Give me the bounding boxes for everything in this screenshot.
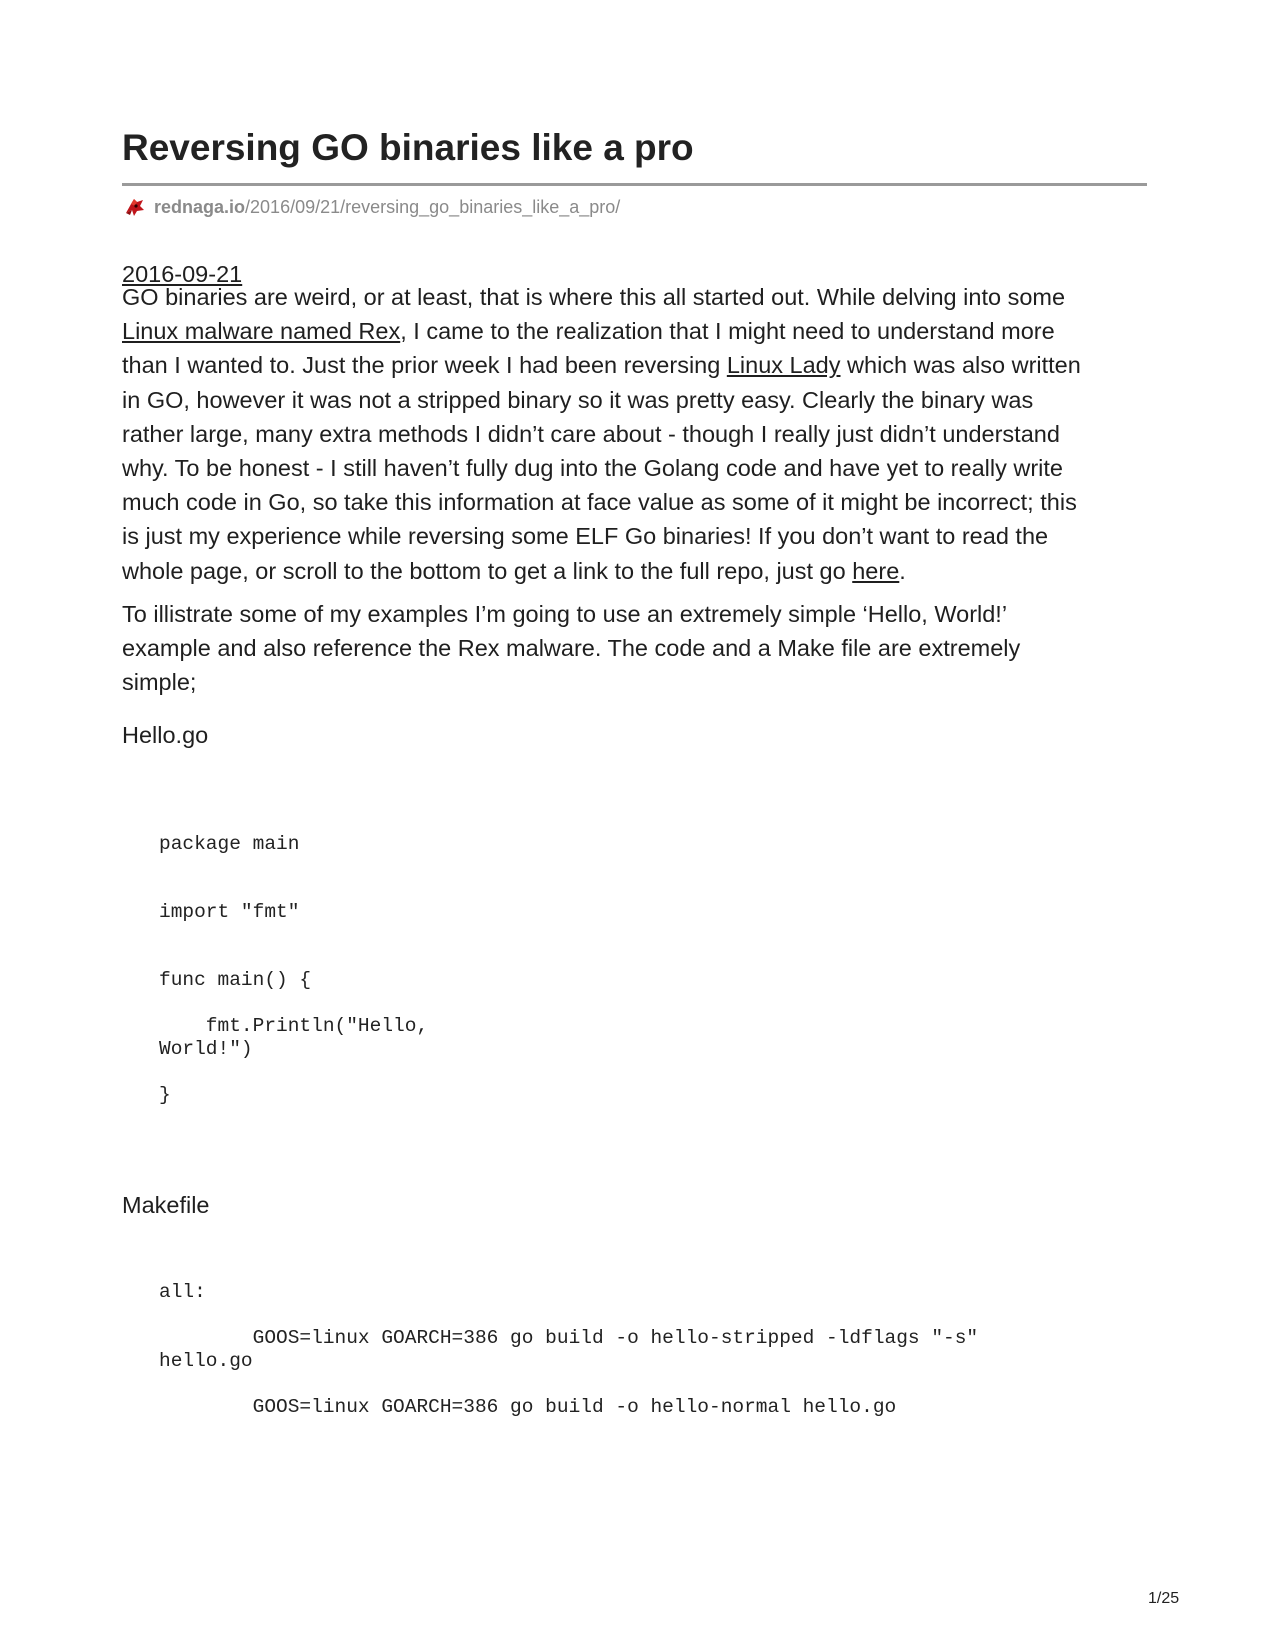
text-segment: simple; <box>122 669 197 696</box>
code-line: World!") <box>159 1038 253 1060</box>
text-segment: . <box>899 557 906 584</box>
text-segment: , I came to the realization that I might need to understand more <box>400 318 1055 345</box>
text-segment: than I wanted to. Just the prior week I had been reversing <box>122 352 727 379</box>
code-line: hello.go <box>159 1350 253 1372</box>
paragraph-line <box>122 665 1152 699</box>
paragraph-line <box>122 631 1152 665</box>
paragraph-line <box>122 280 1152 314</box>
text-segment: much code in Go, so take this information at face value as some of it might be incorrect; this <box>122 489 1077 516</box>
paragraph-line <box>122 348 1152 382</box>
code-line: fmt.Println("Hello, <box>159 1015 429 1037</box>
title-divider <box>122 183 1147 186</box>
inline-link[interactable]: Linux malware named Rex <box>122 318 401 345</box>
code-line: func main() { <box>159 969 312 991</box>
paragraph-line <box>122 417 1152 451</box>
text-segment: in GO, however it was not a stripped binary so it was pretty easy. Clearly the binary was <box>122 386 1034 413</box>
paragraph-line <box>122 554 1152 588</box>
paragraph-line <box>122 485 1152 519</box>
text-segment: which was also written <box>840 352 1081 379</box>
source-url[interactable] <box>122 195 620 219</box>
text-segment: To illistrate some of my examples I’m going to use an extremely simple ‘Hello, World!’ <box>122 601 1008 627</box>
code-line: import "fmt" <box>159 901 300 923</box>
paragraph-line <box>122 597 1152 631</box>
paragraph-line <box>122 519 1152 553</box>
text-segment: why. To be honest - I still haven’t fully dug into the Golang code and have yet to really write <box>122 455 1063 482</box>
intro-paragraph <box>122 280 1152 588</box>
code-line: GOOS=linux GOARCH=386 go build -o hello-stripped -ldflags "-s" <box>159 1327 979 1349</box>
code-line: package main <box>159 833 300 855</box>
text-segment: rather large, many extra methods I didn’t care about - though I really just didn’t understand <box>122 420 1060 447</box>
code-line: } <box>159 1084 171 1106</box>
article-title: Reversing GO binaries like a pro <box>122 127 694 168</box>
text-segment: example and also reference the Rex malware. The code and a Make file are extremely <box>122 635 1021 662</box>
text-segment: whole page, or scroll to the bottom to get a link to the full repo, just go <box>122 557 853 584</box>
hello-go-heading: Hello.go <box>122 722 209 748</box>
inline-link[interactable]: here <box>852 557 900 584</box>
inline-link[interactable]: Linux Lady <box>726 352 841 379</box>
paragraph-line <box>122 383 1152 417</box>
paragraph-line <box>122 451 1152 485</box>
text-segment: GO binaries are weird, or at least, that is where this all started out. While delving into some <box>122 284 1066 310</box>
code-line: all: <box>159 1281 206 1303</box>
page-number: 1/25 <box>1148 1590 1180 1607</box>
examples-paragraph <box>122 597 1152 700</box>
paragraph-line <box>122 314 1152 348</box>
makefile-heading: Makefile <box>122 1192 210 1218</box>
rednaga-logo-icon <box>122 195 146 219</box>
text-segment: is just my experience while reversing some ELF Go binaries! If you don’t want to read the <box>122 523 1049 550</box>
source-domain: rednaga.io <box>154 196 246 217</box>
post-date-link[interactable]: 2016-09-21 <box>122 261 243 287</box>
source-path: /2016/09/21/reversing_go_binaries_like_a_pro/ <box>245 196 621 217</box>
code-line: GOOS=linux GOARCH=386 go build -o hello-normal hello.go <box>159 1396 897 1418</box>
